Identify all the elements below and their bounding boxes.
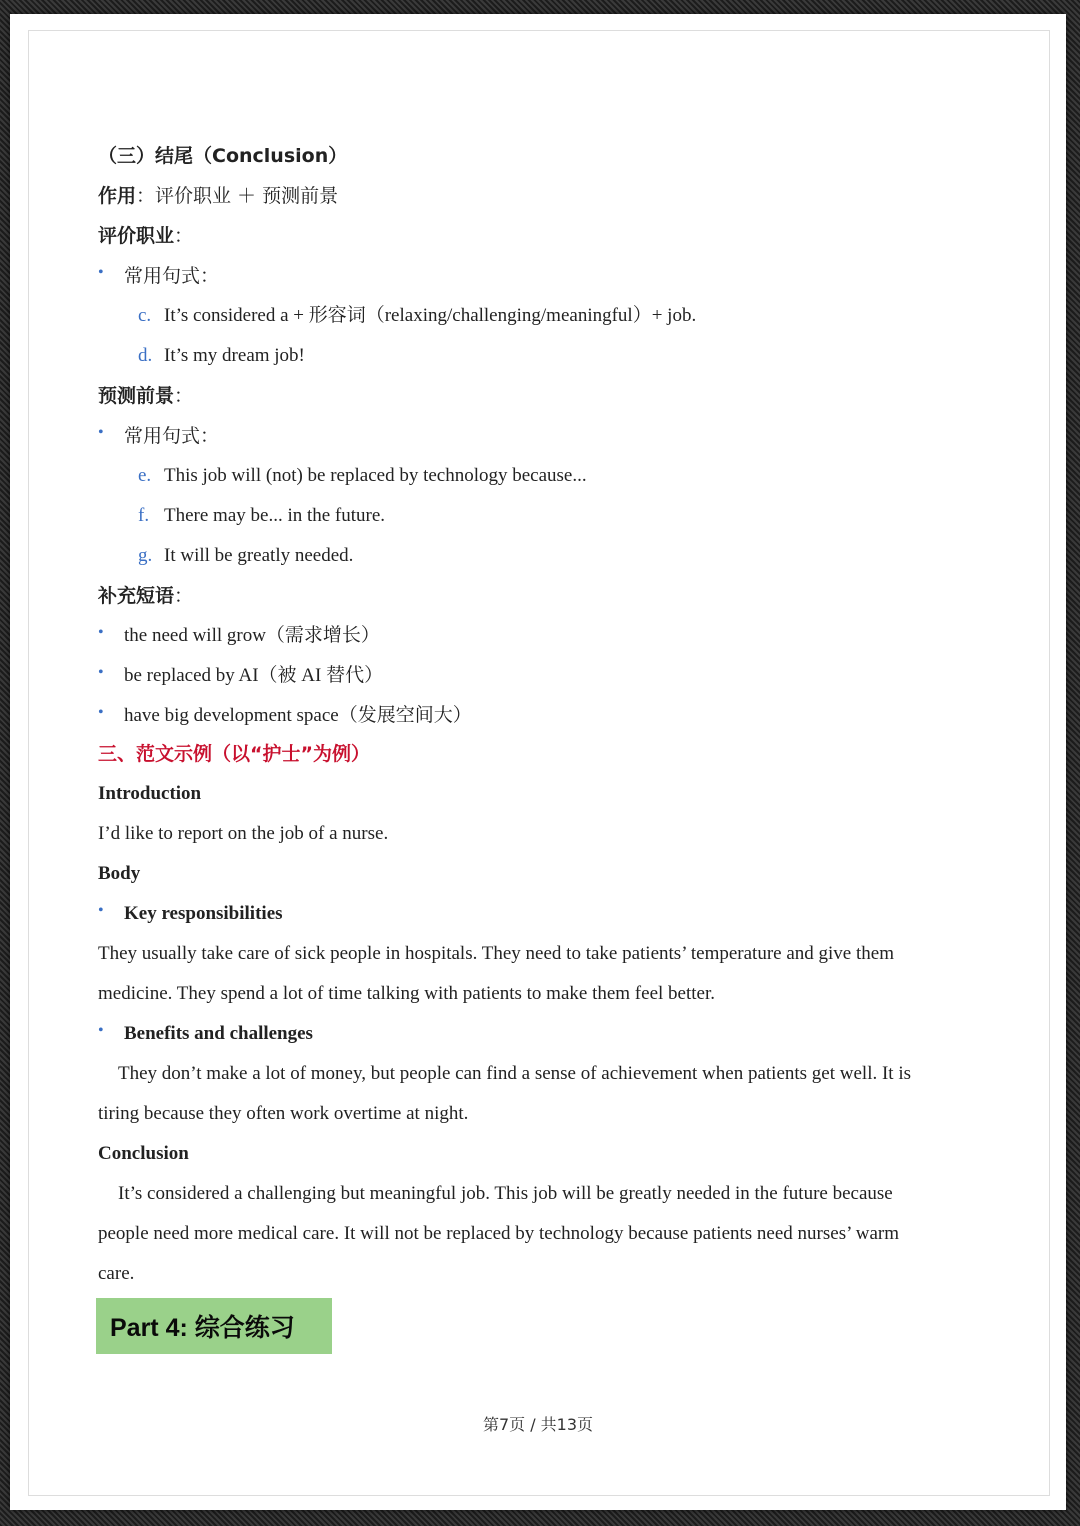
role-line <box>98 184 338 208</box>
bullet-icon: • <box>98 704 104 721</box>
key-resp-line-2: medicine. They spend a lot of time talking with patients to make them feel better. <box>98 983 715 1004</box>
role-text: ：评价职业 ＋ 预测前景 <box>136 185 339 207</box>
body-label: Body <box>98 863 141 884</box>
common-patterns-label: 常用句式： <box>124 265 220 287</box>
page-footer: 第7页 / 共13页 <box>482 1415 594 1434</box>
item-text: It will be greatly needed. <box>164 545 354 566</box>
phrase-text: be replaced by AI（被 AI 替代） <box>124 665 384 686</box>
bullet-icon: • <box>98 1022 104 1039</box>
part4-banner: Part 4: 综合练习 <box>96 1298 332 1354</box>
item-text: There may be... in the future. <box>164 505 386 526</box>
phrases-colon: ： <box>174 585 194 607</box>
conclusion-line-3: care. <box>98 1263 135 1284</box>
bullet-icon: • <box>98 264 104 281</box>
evaluate-item-d <box>138 344 305 368</box>
intro-label: Introduction <box>98 783 202 804</box>
predict-item-f <box>138 504 385 528</box>
key-resp-label: Key responsibilities <box>124 903 283 924</box>
evaluate-label: 评价职业 <box>98 225 175 247</box>
document-page <box>10 14 1066 1510</box>
bullet-icon: • <box>98 424 104 441</box>
conclusion-label: Conclusion <box>98 1143 189 1164</box>
bullet-icon: • <box>98 664 104 681</box>
benefits-label: Benefits and challenges <box>124 1023 313 1044</box>
item-text: This job will (not) be replaced by technology because... <box>164 465 587 486</box>
item-letter: g. <box>138 545 153 566</box>
phrases-label-line <box>98 584 193 608</box>
item-letter: f. <box>138 505 150 526</box>
item-letter: e. <box>138 465 152 486</box>
item-text: It’s considered a + 形容词（relaxing/challenging/meaningful）+ job. <box>164 305 697 326</box>
role-label: 作用 <box>98 185 137 207</box>
evaluate-colon: ： <box>174 225 194 247</box>
bullet-icon: • <box>98 902 104 919</box>
predict-item-e <box>138 464 587 488</box>
item-text: It’s my dream job! <box>164 345 305 366</box>
conclusion-heading: （三）结尾（Conclusion） <box>98 145 348 167</box>
benefits-line-1: They don’t make a lot of money, but people can find a sense of achievement when patients get well. It is <box>118 1063 912 1084</box>
phrase-text: the need will grow（需求增长） <box>124 625 380 646</box>
predict-item-g <box>138 544 353 568</box>
item-letter: d. <box>138 345 153 366</box>
benefits-line-2: tiring because they often work overtime at night. <box>98 1103 469 1124</box>
conclusion-line-2: people need more medical care. It will not be replaced by technology because patients need nurses’ warm <box>98 1223 900 1244</box>
common-patterns-label: 常用句式： <box>124 425 220 447</box>
phrases-label: 补充短语 <box>98 585 175 607</box>
evaluate-item-c <box>138 304 696 328</box>
predict-label: 预测前景 <box>98 385 175 407</box>
item-letter: c. <box>138 305 152 326</box>
intro-text: I’d like to report on the job of a nurse. <box>98 823 389 844</box>
bullet-icon: • <box>98 624 104 641</box>
sample-heading: 三、范文示例（以“护士”为例） <box>98 743 370 765</box>
key-resp-line-1: They usually take care of sick people in hospitals. They need to take patients’ temperature and give them <box>98 943 894 964</box>
evaluate-label-line <box>98 224 193 248</box>
predict-colon: ： <box>174 385 194 407</box>
phrase-text: have big development space（发展空间大） <box>124 705 472 726</box>
conclusion-line-1: It’s considered a challenging but meaningful job. This job will be greatly needed in the future because <box>118 1183 893 1204</box>
predict-label-line <box>98 384 193 408</box>
